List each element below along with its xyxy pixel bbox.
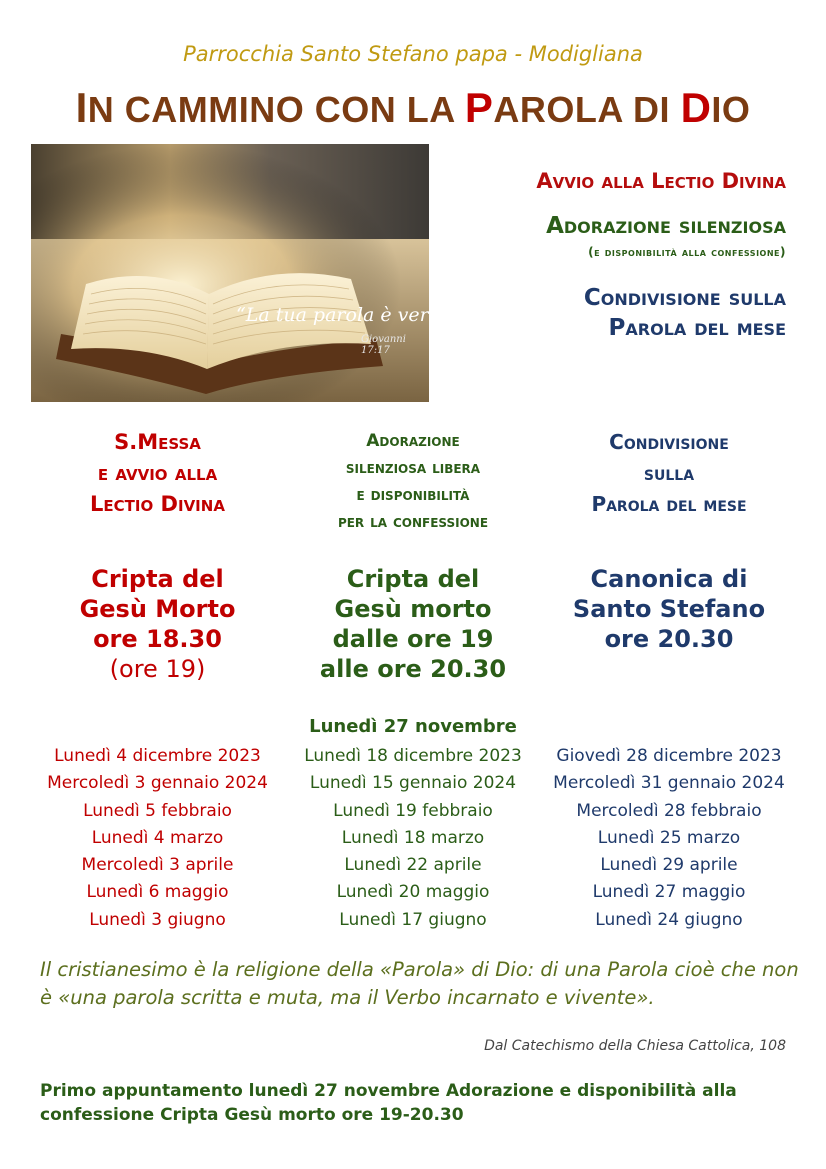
first-appointment-note: Primo appuntamento lunedì 27 novembre Adorazione e disponibilità alla confessione Cripta Gesù morto ore 19-20.30: [40, 1081, 737, 1125]
citation-source: Dal Catechismo della Chiesa Cattolica, 108: [484, 1038, 786, 1054]
list-item: Lunedì 24 giugno: [595, 909, 743, 930]
column-header-adoration: Adorazione silenziosa libera e disponibilità per la confessione: [337, 431, 489, 532]
list-item: Lunedì 3 giugno: [89, 909, 226, 930]
place-sharing: Canonica di Santo Stefano ore 20.30: [572, 565, 766, 653]
list-item: Lunedì 19 febbraio: [333, 800, 493, 821]
activity-sharing: Condivisione sulla Parola del mese: [583, 285, 786, 341]
place-mass: Cripta del Gesù Morto ore 18.30 (ore 19): [30, 564, 285, 684]
open-bible-image: [31, 144, 464, 402]
list-item: Mercoledì 3 aprile: [81, 855, 234, 876]
place-mass-note: (ore 19): [109, 655, 206, 683]
image-quote-source: Giovanni 17:17: [361, 334, 406, 356]
list-item: Lunedì 20 maggio: [336, 882, 490, 903]
list-item: Lunedì 22 aprile: [344, 855, 482, 876]
parish-name: Parrocchia Santo Stefano papa - Modigliana: [183, 42, 643, 66]
page-title: IN CAMMINO CON LA PAROLA DI DIO: [75, 84, 751, 131]
list-item: Lunedì 4 dicembre 2023: [54, 746, 261, 766]
image-quote: “La tua parola è verità”: [236, 304, 464, 326]
list-item: Lunedì 18 marzo: [341, 827, 485, 848]
list-item: Giovedì 28 dicembre 2023: [556, 746, 782, 766]
list-item: Lunedì 18 dicembre 2023: [304, 746, 522, 766]
list-item: Lunedì 4 marzo: [91, 827, 224, 848]
list-item: Lunedì 6 maggio: [86, 882, 229, 903]
list-item: Mercoledì 31 gennaio 2024: [553, 773, 785, 794]
list-item: Lunedì 27 maggio: [592, 882, 746, 903]
list-item: Lunedì 29 aprile: [600, 855, 738, 876]
list-item: Lunedì 17 giugno: [339, 909, 487, 930]
dates-mass: [30, 743, 285, 934]
dates-sharing: [541, 743, 797, 934]
list-item: Mercoledì 28 febbraio: [576, 800, 762, 821]
dates-adoration: [285, 743, 541, 934]
column-header-sharing: Condivisione sulla Parola del mese: [591, 430, 747, 516]
list-item: Lunedì 15 gennaio 2024: [309, 773, 517, 794]
first-date: Lunedì 27 novembre: [309, 716, 517, 737]
list-item: Lunedì 5 febbraio: [83, 800, 232, 821]
list-item: Lunedì 25 marzo: [597, 827, 741, 848]
activity-adoration-note: (e disponibilità alla confessione): [588, 245, 786, 259]
column-header-mass: S.Messa e avvio alla Lectio Divina: [90, 430, 225, 516]
list-item: Mercoledì 3 gennaio 2024: [47, 773, 268, 794]
activity-adoration: Adorazione silenziosa: [546, 213, 786, 239]
place-adoration: Cripta del Gesù morto dalle ore 19 alle ore 20.30: [319, 565, 507, 683]
activity-lectio: Avvio alla Lectio Divina: [536, 169, 786, 193]
catechism-citation: Il cristianesimo è la religione della «Parola» di Dio: di una Parola cioè che non è «una parola scritta e muta, ma il Verbo incarnato e vivente».: [40, 958, 799, 1009]
